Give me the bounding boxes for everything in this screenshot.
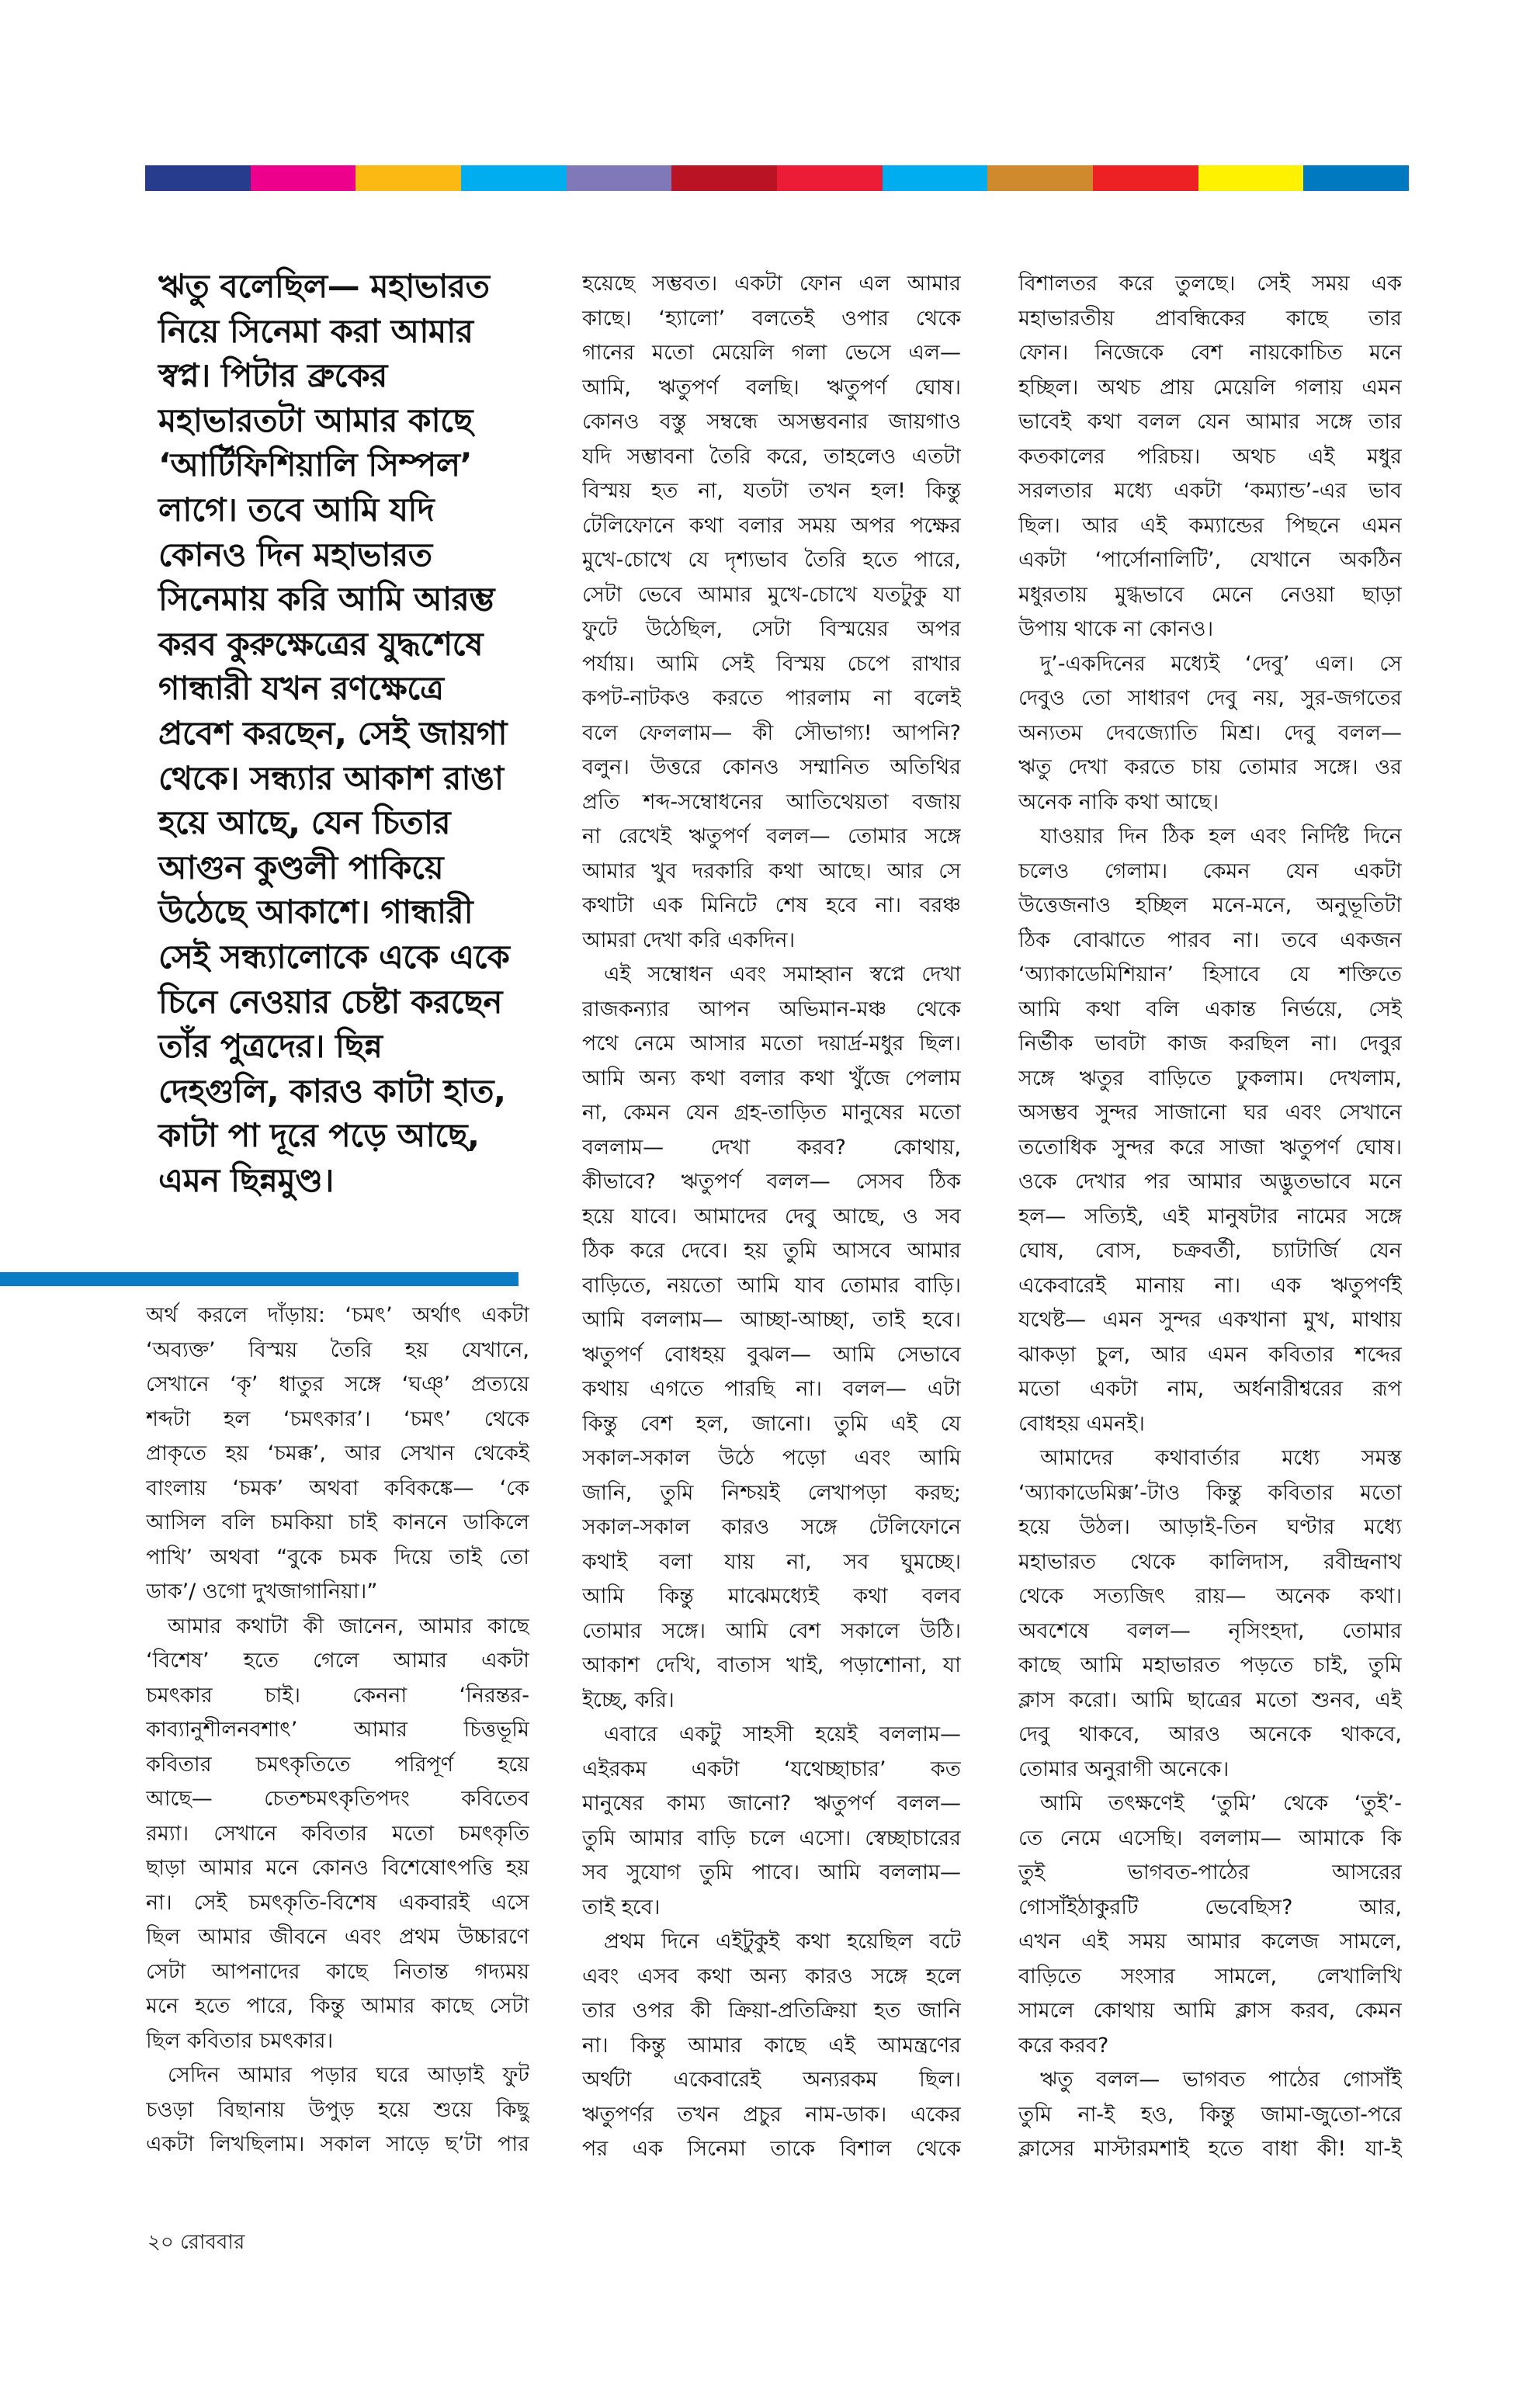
paragraph-line: শব্দটা হল ‘চমৎকার’। ‘চমৎ’ থেকে <box>146 1406 529 1431</box>
paragraph-line: তুমি না-ই হও, কিন্তু জামা-জুতো-পরে <box>1018 2102 1402 2127</box>
pull-quote-line: সিনেমায় করি আমি আরম্ভ <box>158 580 494 619</box>
paragraph-line: কবিতার চমৎকৃতিতে পরিপূর্ণ হয়ে <box>146 1752 529 1777</box>
paragraph-line: ঠিক বোঝাতে পারব না। তবে একজন <box>1018 928 1402 952</box>
paragraph-line: সামলে কোথায় আমি ক্লাস করব, কেমন <box>1018 1999 1402 2023</box>
paragraph-line: তোমার সঙ্গে। আমি বেশ সকালে উঠি। <box>582 1618 961 1643</box>
paragraph-line: না। কিন্তু আমার কাছে এই আমন্ত্রণের <box>582 2033 961 2058</box>
paragraph-line: পর এক সিনেমা তাকে বিশাল থেকে <box>582 2137 961 2161</box>
color-bar-decoration <box>145 165 1409 191</box>
paragraph-line: আকাশ দেখি, বাতাস খাই, পড়াশোনা, যা <box>582 1653 961 1677</box>
paragraph-line: বাড়িতে, নয়তো আমি যাব তোমার বাড়ি। <box>582 1273 961 1298</box>
color-bar-segment <box>1093 165 1198 191</box>
paragraph-line: থেকে সত্যজিৎ রায়— অনেক কথা। <box>1018 1584 1402 1608</box>
pull-quote-line: প্রবেশ করছেন, সেই জায়গা <box>158 713 507 752</box>
paragraph-line: আছে— চেতশ্চমৎকৃতিপদং কবিতেব <box>146 1787 529 1811</box>
paragraph-line: না। সেই চমৎকৃতি-বিশেষ একবারই এসে <box>146 1890 529 1915</box>
paragraph-line: সেটা ভেবে আমার মুখে-চোখে যতটুকু যা <box>582 582 961 607</box>
paragraph-line: ছাড়া আমার মনে কোনও বিশেষোৎপত্তি হয় <box>146 1856 529 1880</box>
paragraph-line: কথাই বলা যায় না, সব ঘুমচ্ছে। <box>582 1549 961 1574</box>
paragraph-line: এই সম্বোধন এবং সমাহ্বান স্বপ্নে দেখা <box>604 962 961 987</box>
paragraph-line: কথাটা এক মিনিটে শেষ হবে না। বরঞ্চ <box>582 893 961 917</box>
paragraph-line: এইরকম একটা ‘যথেচ্ছাচার’ কত <box>582 1757 961 1781</box>
paragraph-line: আমাদের কথাবার্তার মধ্যে সমস্ত <box>1040 1446 1402 1470</box>
paragraph-line: যাওয়ার দিন ঠিক হল এবং নির্দিষ্ট দিনে <box>1040 824 1402 848</box>
paragraph-line: কতকালের পরিচয়। অথচ এই মধুর <box>1018 444 1402 469</box>
paragraph-line: তাই হবে। <box>582 1895 661 1920</box>
pull-quote-line: ঋতু বলেছিল— মহাভারত <box>158 267 490 305</box>
color-bar-segment <box>1303 165 1409 191</box>
paragraph-line: ঋতুপর্ণ বোধহয় বুঝল— আমি সেভাবে <box>582 1342 961 1367</box>
paragraph-line: মনে হতে পারে, কিন্তু আমার কাছে সেটা <box>146 1994 529 2018</box>
paragraph-line: সঙ্গে ঋতুর বাড়িতে ঢুকলাম। দেখলাম, <box>1018 1066 1402 1091</box>
paragraph-line: কপট-নাটকও করতে পারলাম না বলেই <box>582 686 961 710</box>
paragraph-line: না, কেমন যেন গ্রহ-তাড়িত মানুষের মতো <box>582 1101 961 1125</box>
pull-quote-line: কাটা পা দূরে পড়ে আছে, <box>158 1116 480 1155</box>
paragraph-line: আমি অন্য কথা বলার কথা খুঁজে পেলাম <box>582 1066 961 1091</box>
paragraph-line: বাংলায় ‘চমক’ অথবা কবিকঙ্কে— ‘কে <box>146 1476 529 1500</box>
paragraph-line: ঋতু দেখা করতে চায় তোমার সঙ্গে। ওর <box>1018 755 1402 779</box>
color-bar-segment <box>251 165 356 191</box>
pull-quote-line: হয়ে আছে, যেন চিতার <box>158 803 451 842</box>
paragraph-line: অবশেষে বলল— নৃসিংহদা, তোমার <box>1018 1618 1402 1643</box>
paragraph-line: ‘বিশেষ’ হতে গেলে আমার একটা <box>146 1649 529 1673</box>
pull-quote-line: দেহগুলি, কারও কাটা হাত, <box>158 1071 506 1110</box>
color-bar-segment <box>777 165 883 191</box>
paragraph-line: ‘অ্যাকাডেমিক্স’-টাও কিন্তু কবিতার মতো <box>1018 1480 1402 1505</box>
pull-quote-line: তাঁর পুত্রদের। ছিন্ন <box>158 1027 383 1066</box>
paragraph-line: টেলিফোনে কথা বলার সময় অপর পক্ষের <box>582 513 961 538</box>
paragraph-line: হয়েছে সম্ভবত। একটা ফোন এল আমার <box>582 272 961 296</box>
color-bar-segment <box>356 165 461 191</box>
paragraph-line: ওকে দেখার পর আমার অদ্ভুতভাবে মনে <box>1018 1170 1402 1194</box>
paragraph-line: অন্যতম দেবজ্যোতি মিশ্র। দেবু বলল— <box>1018 720 1402 745</box>
paragraph-line: সেখানে ‘কৃ’ ধাতুর সঙ্গে ‘ঘঞ্’ প্রত্যয়ে <box>146 1372 529 1396</box>
color-bar-segment <box>671 165 777 191</box>
paragraph-line: প্রতি শব্দ-সম্বোধনের আতিথেয়তা বজায় <box>582 789 961 814</box>
color-bar-segment <box>1198 165 1304 191</box>
paragraph-line: আমি তৎক্ষণেই ‘তুমি’ থেকে ‘তুই’- <box>1040 1791 1402 1816</box>
paragraph-line: ছিল। আর এই কম্যান্ডের পিছনে এমন <box>1018 513 1402 538</box>
paragraph-line: হয়ে যাবে। আমাদের দেবু আছে, ও সব <box>582 1204 961 1229</box>
paragraph-line: বিস্ময় হত না, যতটা তখন হল! কিন্তু <box>582 479 961 503</box>
paragraph-line: মহাভারত থেকে কালিদাস, রবীন্দ্রনাথ <box>1018 1549 1402 1574</box>
paragraph-line: কাছে আমি মহাভারত পড়তে চাই, তুমি <box>1018 1653 1402 1677</box>
paragraph-line: চলেও গেলাম। কেমন যেন একটা <box>1018 858 1402 883</box>
paragraph-line: না রেখেই ঋতুপর্ণ বলল— তোমার সঙ্গে <box>582 824 961 848</box>
pull-quote-line: লাগে। তবে আমি যদি <box>158 490 435 529</box>
paragraph-line: সরলতার মধ্যে একটা ‘কম্যান্ড’-এর ভাব <box>1018 479 1402 503</box>
paragraph-line: সেদিন আমার পড়ার ঘরে আড়াই ফুট <box>168 2063 529 2087</box>
paragraph-line: বাড়িতে সংসার সামলে, লেখালিখি <box>1018 1964 1402 1989</box>
paragraph-line: কোনও বস্তু সম্বন্ধে অসম্ভবনার জায়গাও <box>582 410 961 434</box>
paragraph-line: কাছে। ‘হ্যালো’ বলতেই ওপার থেকে <box>582 306 961 331</box>
paragraph-line: জানি, তুমি নিশ্চয়ই লেখাপড়া করছ; <box>582 1480 961 1505</box>
paragraph-line: তে নেমে এসেছি। বললাম— আমাকে কি <box>1018 1826 1402 1850</box>
paragraph-line: একটা ‘পার্সোনালিটি’, যেখানে অকঠিন <box>1018 548 1402 572</box>
pull-quote-line: মহাভারতটা আমার কাছে <box>158 401 473 439</box>
paragraph-line: প্রাকৃতে হয় ‘চমক্ক’, আর সেখান থেকেই <box>146 1441 529 1465</box>
paragraph-line: তুই ভাগবত-পাঠের আসরের <box>1018 1861 1402 1885</box>
paragraph-line: আমি বললাম— আচ্ছা-আচ্ছা, তাই হবে। <box>582 1308 961 1332</box>
paragraph-line: অর্থ করলে দাঁড়ায়: ‘চমৎ’ অর্থাৎ একটা <box>146 1303 529 1327</box>
paragraph-line: আমি কিন্তু মাঝেমধ্যেই কথা বলব <box>582 1584 961 1608</box>
paragraph-line: চওড়া বিছানায় উপুড় হয়ে শুয়ে কিছু <box>146 2097 529 2122</box>
paragraph-line: ফুটে উঠেছিল, সেটা বিস্ময়ের অপর <box>582 617 961 641</box>
paragraph-line: মানুষের কাম্য জানো? ঋতুপর্ণ বলল— <box>582 1791 961 1816</box>
color-bar-segment <box>145 165 251 191</box>
pull-quote-line: থেকে। সন্ধ্যার আকাশ রাঙা <box>158 758 504 797</box>
paragraph-line: বিশালতর করে তুলছে। সেই সময় এক <box>1018 272 1402 296</box>
color-bar-segment <box>883 165 988 191</box>
paragraph-line: যদি সম্ভাবনা তৈরি করে, তাহলেও এতটা <box>582 444 961 469</box>
paragraph-line: ঘোষ, বোস, চক্রবর্তী, চ্যাটার্জি যেন <box>1018 1239 1402 1263</box>
paragraph-line: কাব্যানুশীলনবশাৎ’ আমার চিত্তভূমি <box>146 1718 529 1742</box>
paragraph-line: পথে নেমে আসার মতো দয়ার্দ্র-মধুর ছিল। <box>582 1032 961 1056</box>
pull-quote-line: করব কুরুক্ষেত্রের যুদ্ধশেষে <box>158 624 484 663</box>
paragraph-line: ঋতুপর্ণর তখন প্রচুর নাম-ডাক। একের <box>582 2102 961 2127</box>
paragraph-line: সেটা আপনাদের কাছে নিতান্ত গদ্যময় <box>146 1959 529 1984</box>
paragraph-line: হয়ে উঠল। আড়াই-তিন ঘণ্টার মধ্যে <box>1018 1515 1402 1539</box>
paragraph-line: মহাভারতীয় প্রাবন্ধিকের কাছে তার <box>1018 306 1402 331</box>
paragraph-line: কিন্তু বেশ হল, জানো। তুমি এই যে <box>582 1411 961 1436</box>
paragraph-line: এবারে একটু সাহসী হয়েই বললাম— <box>604 1722 961 1746</box>
article-column-1 <box>146 1299 529 2162</box>
paragraph-line: ছিল কবিতার চমৎকার। <box>146 2028 334 2053</box>
paragraph-line: এখন এই সময় আমার কলেজ সামলে, <box>1018 1930 1402 1954</box>
paragraph-line: ছিল আমার জীবনে এবং প্রথম উচ্চারণে <box>146 1925 529 1949</box>
paragraph-line: দেবুও তো সাধারণ দেবু নয়, সুর-জগতের <box>1018 686 1402 710</box>
paragraph-line: তার ওপর কী ক্রিয়া-প্রতিক্রিয়া হত জানি <box>582 1999 961 2023</box>
article-column-2 <box>582 267 961 2167</box>
paragraph-line: ইচ্ছে, করি। <box>582 1687 675 1712</box>
paragraph-line: বললাম— দেখা করব? কোথায়, <box>582 1135 961 1160</box>
paragraph-line: হল— সত্যিই, এই মানুষটার নামের সঙ্গে <box>1018 1204 1402 1229</box>
paragraph-line: এবং এসব কথা অন্য কারও সঙ্গে হলে <box>582 1964 961 1989</box>
paragraph-line: কীভাবে? ঋতুপর্ণ বলল— সেসব ঠিক <box>582 1170 961 1194</box>
paragraph-line: আমি, ঋতুপর্ণ বলছি। ঋতুপর্ণ ঘোষ। <box>582 375 961 400</box>
paragraph-line: যথেষ্ট— এমন সুন্দর একখানা মুখ, মাথায় <box>1018 1308 1402 1332</box>
pull-quote-line: ‘আর্টিফিশিয়ালি সিম্পল’ <box>158 446 472 484</box>
paragraph-line: অনেক নাকি কথা আছে। <box>1018 789 1219 814</box>
paragraph-line: তোমার অনুরাগী অনেকে। <box>1018 1757 1230 1781</box>
color-bar-segment <box>987 165 1093 191</box>
pull-quote-line: উঠেছে আকাশে। গান্ধারী <box>158 893 473 931</box>
paragraph-line: মুখে-চোখে যে দৃশ্যভাব তৈরি হতে পারে, <box>582 548 961 572</box>
pull-quote-line: আগুন কুণ্ডলী পাকিয়ে <box>158 848 444 886</box>
paragraph-line: আমার খুব দরকারি কথা আছে। আর সে <box>582 858 961 883</box>
paragraph-line: মধুরতায় মুগ্ধভাবে মেনে নেওয়া ছাড়া <box>1018 582 1402 607</box>
paragraph-line: সকাল-সকাল কারও সঙ্গে টেলিফোনে <box>582 1515 961 1539</box>
paragraph-line: হচ্ছিল। অথচ প্রায় মেয়েলি গলায় এমন <box>1018 375 1402 400</box>
paragraph-line: বলে ফেললাম— কী সৌভাগ্য! আপনি? <box>582 720 961 745</box>
pull-quote-line: গান্ধারী যখন রণক্ষেত্রে <box>158 669 444 708</box>
paragraph-line: আসিল বলি চমকিয়া চাই কাননে ডাকিলে <box>146 1510 529 1535</box>
paragraph-line: ডাক’/ ওগো দুখজাগানিয়া।” <box>146 1580 378 1604</box>
paragraph-line: একটা লিখছিলাম। সকাল সাড়ে ছ’টা পার <box>146 2132 529 2156</box>
paragraph-line: ভাবেই কথা বলল যেন আমার সঙ্গে তার <box>1018 410 1402 434</box>
paragraph-line: দেবু থাকবে, আরও অনেকে থাকবে, <box>1018 1722 1402 1746</box>
paragraph-line: ফোন। নিজেকে বেশ নায়কোচিত মনে <box>1018 341 1402 365</box>
paragraph-line: ঠিক করে দেবে। হয় তুমি আসবে আমার <box>582 1239 961 1263</box>
paragraph-line: ‘অব্যক্ত’ বিস্ময় তৈরি হয় যেখানে, <box>146 1337 529 1362</box>
paragraph-line: গোসাঁইঠাকুরটি ভেবেছিস? আর, <box>1018 1895 1402 1920</box>
pull-quote-line: চিনে নেওয়ার চেষ্টা করছেন <box>158 982 502 1021</box>
pull-quote-line: সেই সন্ধ্যালোকে একে একে <box>158 937 510 976</box>
pull-quote-line: এমন ছিন্নমুণ্ড। <box>158 1160 334 1199</box>
paragraph-line: বলুন। উত্তরে কোনও সম্মানিত অতিথির <box>582 755 961 779</box>
pull-quote-line: কোনও দিন মহাভারত <box>158 535 432 574</box>
paragraph-line: ‘অ্যাকাডেমিশিয়ান’ হিসাবে যে শক্তিতে <box>1018 962 1402 987</box>
pull-quote-line: স্বপ্ন। পিটার ব্রুকের <box>158 356 387 395</box>
paragraph-line: ঋতু বলল— ভাগবত পাঠের গোসাঁই <box>1040 2068 1402 2092</box>
paragraph-line: আমরা দেখা করি একদিন। <box>582 928 796 952</box>
paragraph-line: একেবারেই মানায় না। এক ঋতুপর্ণই <box>1018 1273 1402 1298</box>
paragraph-line: ক্লাসের মাস্টারমশাই হতে বাধা কী! যা-ই <box>1018 2137 1402 2161</box>
paragraph-line: উপায় থাকে না কোনও। <box>1018 617 1214 641</box>
article-column-3 <box>1018 267 1402 2167</box>
paragraph-line: গানের মতো মেয়েলি গলা ভেসে এল— <box>582 341 961 365</box>
paragraph-line: সকাল-সকাল উঠে পড়ো এবং আমি <box>582 1446 961 1470</box>
paragraph-line: নির্ভীক ভাবটা কাজ করছিল না। দেবুর <box>1018 1032 1402 1056</box>
paragraph-line: রাজকন্যার আপন অভিমান-মঞ্চ থেকে <box>582 997 961 1021</box>
paragraph-line: দু’-একদিনের মধ্যেই ‘দেবু’ এল। সে <box>1040 651 1402 676</box>
paragraph-line: কথায় এগতে পারছি না। বলল— এটা <box>582 1377 961 1401</box>
paragraph-line: রম্যা। সেখানে কবিতার মতো চমৎকৃতি <box>146 1821 529 1846</box>
paragraph-line: ক্লাস করো। আমি ছাত্রের মতো শুনব, এই <box>1018 1687 1402 1712</box>
color-bar-segment <box>461 165 567 191</box>
paragraph-line: মতো একটা নাম, অর্ধনারীশ্বরের রূপ <box>1018 1377 1402 1401</box>
color-bar-segment <box>567 165 672 191</box>
paragraph-line: তুমি আমার বাড়ি চলে এসো। স্বেচ্ছাচারের <box>582 1826 961 1850</box>
paragraph-line: ঝাকড়া চুল, আর এমন কবিতার শব্দের <box>1018 1342 1402 1367</box>
paragraph-line: করে করব? <box>1018 2033 1109 2058</box>
blue-divider-rule <box>0 1272 519 1286</box>
paragraph-line: ততোধিক সুন্দর করে সাজা ঋতুপর্ণ ঘোষ। <box>1018 1135 1402 1160</box>
paragraph-line: অর্থটা একেবারেই অন্যরকম ছিল। <box>582 2068 961 2092</box>
paragraph-line: উত্তেজনাও হচ্ছিল মনে-মনে, অনুভূতিটা <box>1018 893 1402 917</box>
paragraph-line: আমার কথাটা কী জানেন, আমার কাছে <box>168 1614 529 1639</box>
paragraph-line: আমি কথা বলি একান্ত নির্ভয়ে, সেই <box>1018 997 1402 1021</box>
paragraph-line: অসম্ভব সুন্দর সাজানো ঘর এবং সেখানে <box>1018 1101 1402 1125</box>
pull-quote-line: নিয়ে সিনেমা করা আমার <box>158 311 473 350</box>
pull-quote <box>158 264 539 1202</box>
paragraph-line: সব সুযোগ তুমি পাবে। আমি বললাম— <box>582 1861 961 1885</box>
paragraph-line: বোধহয় এমনই। <box>1018 1411 1145 1436</box>
paragraph-line: পর্যায়। আমি সেই বিস্ময় চেপে রাখার <box>582 651 961 676</box>
paragraph-line: চমৎকার চাই। কেননা ‘নিরন্তর- <box>146 1683 529 1708</box>
paragraph-line: পাখি’ অথবা “বুকে চমক দিয়ে তাই তো <box>146 1545 529 1569</box>
paragraph-line: প্রথম দিনে এইটুকুই কথা হয়েছিল বটে <box>604 1930 961 1954</box>
page-footer-label: ২০ রোববার <box>147 2231 245 2254</box>
